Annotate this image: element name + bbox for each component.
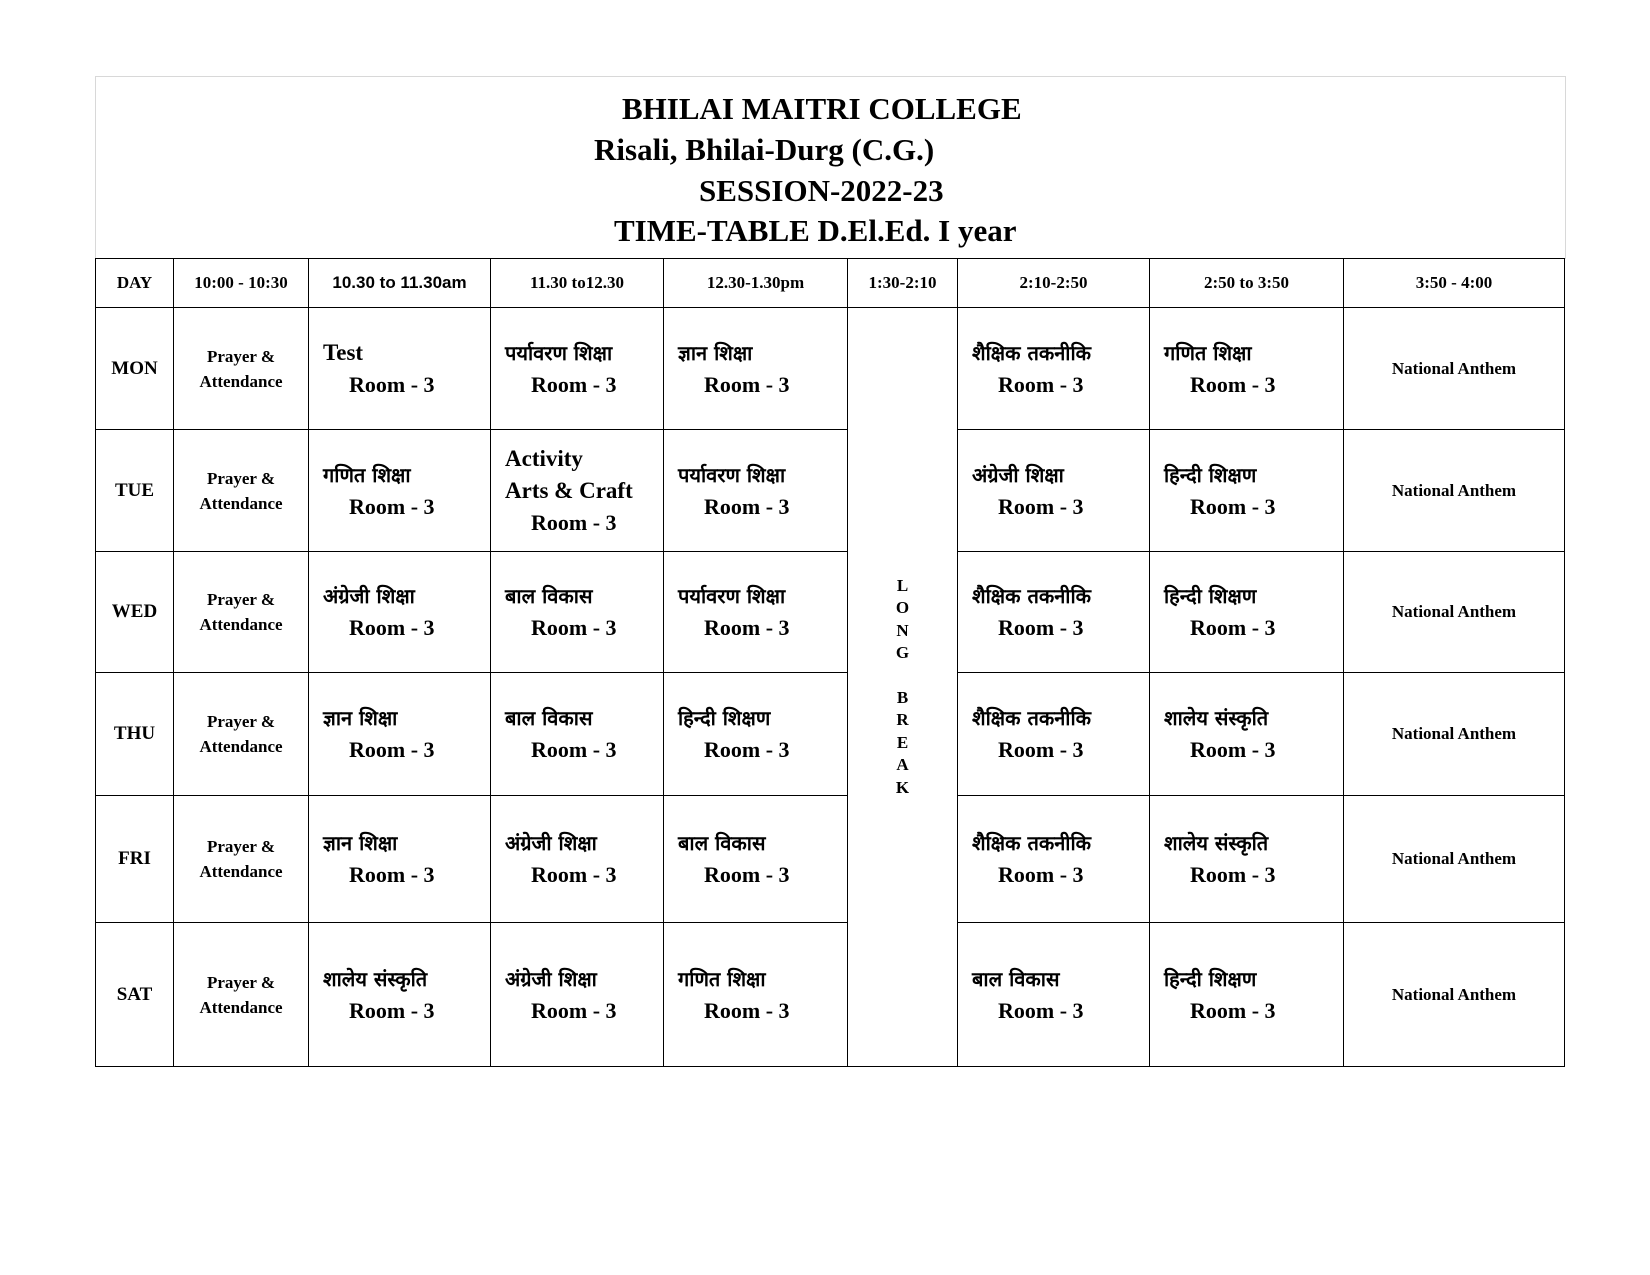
- table-row: [96, 430, 1565, 552]
- col-slot-2: 10.30 to 11.30am: [309, 259, 491, 308]
- subject-cell: शालेय संस्कृति Room - 3: [309, 923, 491, 1067]
- day-cell: MON: [96, 308, 174, 430]
- subject-cell: बाल विकास Room - 3: [958, 923, 1150, 1067]
- table-row: [96, 308, 1565, 430]
- col-slot-5: 1:30-2:10: [848, 259, 958, 308]
- subject-cell: शैक्षिक तकनीकि Room - 3: [958, 308, 1150, 430]
- col-slot-8: 3:50 - 4:00: [1344, 259, 1565, 308]
- subject-cell: ज्ञान शिक्षा Room - 3: [309, 673, 491, 796]
- subject-cell: हिन्दी शिक्षण Room - 3: [1150, 552, 1344, 673]
- col-slot-1: 10:00 - 10:30: [174, 259, 309, 308]
- subject-cell: शालेय संस्कृति Room - 3: [1150, 796, 1344, 923]
- col-slot-7: 2:50 to 3:50: [1150, 259, 1344, 308]
- timetable: [95, 258, 1565, 1067]
- subject-cell: हिन्दी शिक्षण Room - 3: [1150, 923, 1344, 1067]
- col-slot-4: 12.30-1.30pm: [664, 259, 848, 308]
- table-row: [96, 796, 1565, 923]
- long-break-cell: L O N G B R E A K: [848, 308, 958, 1067]
- subject-cell: ज्ञान शिक्षा Room - 3: [309, 796, 491, 923]
- col-slot-3: 11.30 to12.30: [491, 259, 664, 308]
- prayer-cell: Prayer & Attendance: [174, 308, 309, 430]
- anthem-cell: National Anthem: [1344, 430, 1565, 552]
- col-day: DAY: [96, 259, 174, 308]
- anthem-cell: National Anthem: [1344, 796, 1565, 923]
- subject-cell: पर्यावरण शिक्षा Room - 3: [664, 430, 848, 552]
- subject-cell: अंग्रेजी शिक्षा Room - 3: [491, 796, 664, 923]
- college-location: Risali, Bhilai-Durg (C.G.): [594, 132, 935, 167]
- day-cell: THU: [96, 673, 174, 796]
- header-row: [96, 259, 1565, 308]
- subject-cell: गणित शिक्षा Room - 3: [309, 430, 491, 552]
- timetable-title: TIME-TABLE D.El.Ed. I year: [614, 213, 1017, 248]
- subject-cell: गणित शिक्षा Room - 3: [1150, 308, 1344, 430]
- table-row: [96, 923, 1565, 1067]
- day-cell: WED: [96, 552, 174, 673]
- prayer-cell: Prayer & Attendance: [174, 430, 309, 552]
- subject-cell: बाल विकास Room - 3: [664, 796, 848, 923]
- session-label: SESSION-2022-23: [699, 173, 944, 208]
- prayer-cell: Prayer & Attendance: [174, 923, 309, 1067]
- subject-cell: बाल विकास Room - 3: [491, 552, 664, 673]
- table-row: [96, 552, 1565, 673]
- college-name: BHILAI MAITRI COLLEGE: [622, 91, 1022, 126]
- subject-cell: शालेय संस्कृति Room - 3: [1150, 673, 1344, 796]
- subject-cell: अंग्रेजी शिक्षा Room - 3: [958, 430, 1150, 552]
- col-slot-6: 2:10-2:50: [958, 259, 1150, 308]
- anthem-cell: National Anthem: [1344, 923, 1565, 1067]
- day-cell: TUE: [96, 430, 174, 552]
- anthem-cell: National Anthem: [1344, 673, 1565, 796]
- subject-cell: Activity Arts & Craft Room - 3: [491, 430, 664, 552]
- anthem-cell: National Anthem: [1344, 552, 1565, 673]
- title-block: [95, 76, 1566, 259]
- prayer-cell: Prayer & Attendance: [174, 552, 309, 673]
- subject-cell: शैक्षिक तकनीकि Room - 3: [958, 673, 1150, 796]
- day-cell: SAT: [96, 923, 174, 1067]
- subject-cell: पर्यावरण शिक्षा Room - 3: [491, 308, 664, 430]
- subject-cell: गणित शिक्षा Room - 3: [664, 923, 848, 1067]
- subject-cell: अंग्रेजी शिक्षा Room - 3: [309, 552, 491, 673]
- subject-cell: शैक्षिक तकनीकि Room - 3: [958, 796, 1150, 923]
- subject-cell: Test Room - 3: [309, 308, 491, 430]
- table-row: [96, 673, 1565, 796]
- subject-cell: शैक्षिक तकनीकि Room - 3: [958, 552, 1150, 673]
- subject-cell: ज्ञान शिक्षा Room - 3: [664, 308, 848, 430]
- subject-cell: बाल विकास Room - 3: [491, 673, 664, 796]
- subject-cell: हिन्दी शिक्षण Room - 3: [664, 673, 848, 796]
- subject-cell: पर्यावरण शिक्षा Room - 3: [664, 552, 848, 673]
- subject-cell: अंग्रेजी शिक्षा Room - 3: [491, 923, 664, 1067]
- prayer-cell: Prayer & Attendance: [174, 796, 309, 923]
- day-cell: FRI: [96, 796, 174, 923]
- prayer-cell: Prayer & Attendance: [174, 673, 309, 796]
- subject-cell: हिन्दी शिक्षण Room - 3: [1150, 430, 1344, 552]
- anthem-cell: National Anthem: [1344, 308, 1565, 430]
